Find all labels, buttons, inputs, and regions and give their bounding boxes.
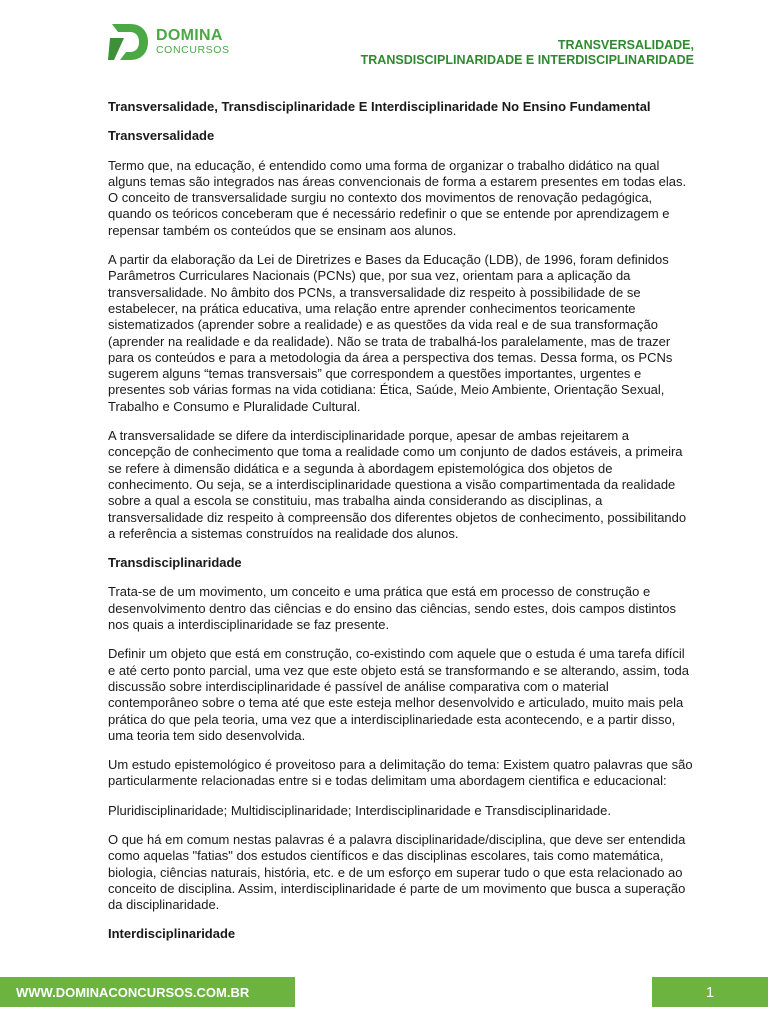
document-title: Transversalidade, Transdisciplinaridade E Interdisciplinaridade No Ensino Fundamental [108,99,651,114]
section-heading-transdisciplinaridade: Transdisciplinaridade [108,555,242,571]
header-title-line-2: TRANSDISCIPLINARIDADE E INTERDISCIPLINARIDADE [360,53,694,67]
paragraph: A partir da elaboração da Lei de Diretrizes e Bases da Educação (LDB), de 1996, foram definidos Parâmetros Curriculares Nacionais (PCNs) que, por sua vez, orientam para a aplicação da transversalidade. No âmbito dos PCNs, a transversalidade diz respeito à possibilidade de se estabelecer, na prática educativa, uma relação entre aprender conhecimentos teoricamente sistematizados (aprender sobre a realidade) e as questões da vida real e de sua transformação (aprender na realidade e da realidade). Não se trata de trabalhá-los paralelamente, mas de trazer para os conteúdos e para a metodologia da área a perspectiva dos temas. Dessa forma, os PCNs sugerem alguns “temas transversais” que correspondem a questões importantes, urgentes e presentes sob várias formas na vida cotidiana: Ética, Saúde, Meio Ambiente, Orientação Sexual, Trabalho e Consumo e Pluralidade Cultural. [108,252,673,414]
brand-logo [108,22,230,62]
paragraph: Um estudo epistemológico é proveitoso para a delimitação do tema: Existem quatro palavras que são particularmente relacionadas entre si e todas delimitam uma abordagem cientifica e educacional: [108,757,693,789]
paragraph: Definir um objeto que está em construção, co-existindo com aquele que o estuda é uma tarefa difícil e até certo ponto parcial, uma vez que este objeto está se transformando e se alterando, assim, toda discussão sobre interdisciplinaridade é passível de análise comparativa com o material contemporâneo sobre o tema até que este esteja melhor desenvolvido e articulado, muito mais pela prática do que pela teoria, uma vez que a interdisciplinariedade esta acontecendo, e a partir disso, uma teoria tem sido desenvolvida. [108,646,690,743]
paragraph: O que há em comum nestas palavras é a palavra disciplinaridade/disciplina, que deve ser entendida como aquelas "fatias" dos estudos científicos e das disciplinas escolares, tais como matemática, biologia, ciências naturais, história, etc. e de um esforço em superar tudo o que esta relacionado ao conceito de disciplina. Assim, interdisciplinaridade é parte de um movimento que busca a superação da disciplinaridade. [108,831,686,913]
section-heading-interdisciplinaridade: Interdisciplinaridade [108,926,236,942]
paragraph: Trata-se de um movimento, um conceito e uma prática que está em processo de construção e desenvolvimento dentro das ciências e do ensino das ciências, sendo estes, dois campos distintos nos quais a interdisciplinaridade se faz presente. [108,584,676,633]
header-title-line-1: TRANSVERSALIDADE, [557,38,694,52]
footer-url-link[interactable]: WWW.DOMINACONCURSOS.COM.BR [0,977,295,1007]
document-body [108,99,694,956]
paragraph: Pluridisciplinaridade; Multidisciplinaridade; Interdisciplinaridade e Transdisciplinaridade. [108,802,611,818]
page-number: 1 [652,977,768,1007]
header-title [294,38,694,68]
logo-brand-name: DOMINA [156,27,223,45]
logo-brand-sub: CONCURSOS [156,44,230,57]
domina-logo-icon [108,22,150,62]
paragraph: Termo que, na educação, é entendido como uma forma de organizar o trabalho didático na qual alguns temas são integrados nas áreas convencionais de forma a estarem presentes em todas elas. O conceito de transversalidade surgiu no contexto dos movimentos de renovação pedagógica, quando os teóricos conceberam que é necessário redefinir o que se entende por aprendizagem e repensar também os conteúdos que se ensinam aos alunos. [108,157,687,238]
paragraph: A transversalidade se difere da interdisciplinaridade porque, apesar de ambas rejeitarem a concepção de conhecimento que toma a realidade como um conjunto de dados estáveis, a primeira se refere à dimensão didática e a segunda à abordagem epistemológica dos objetos de conhecimento. Ou seja, se a interdisciplinaridade questiona a visão compartimentada da realidade sobre a qual a escola se constituiu, mas trabalha ainda considerando as disciplinas, a transversalidade diz respeito à compreensão dos diferentes objetos de conhecimento, possibilitando a referência a sistemas construídos na realidade dos alunos. [108,428,687,541]
section-heading-transversalidade: Transversalidade [108,128,215,144]
